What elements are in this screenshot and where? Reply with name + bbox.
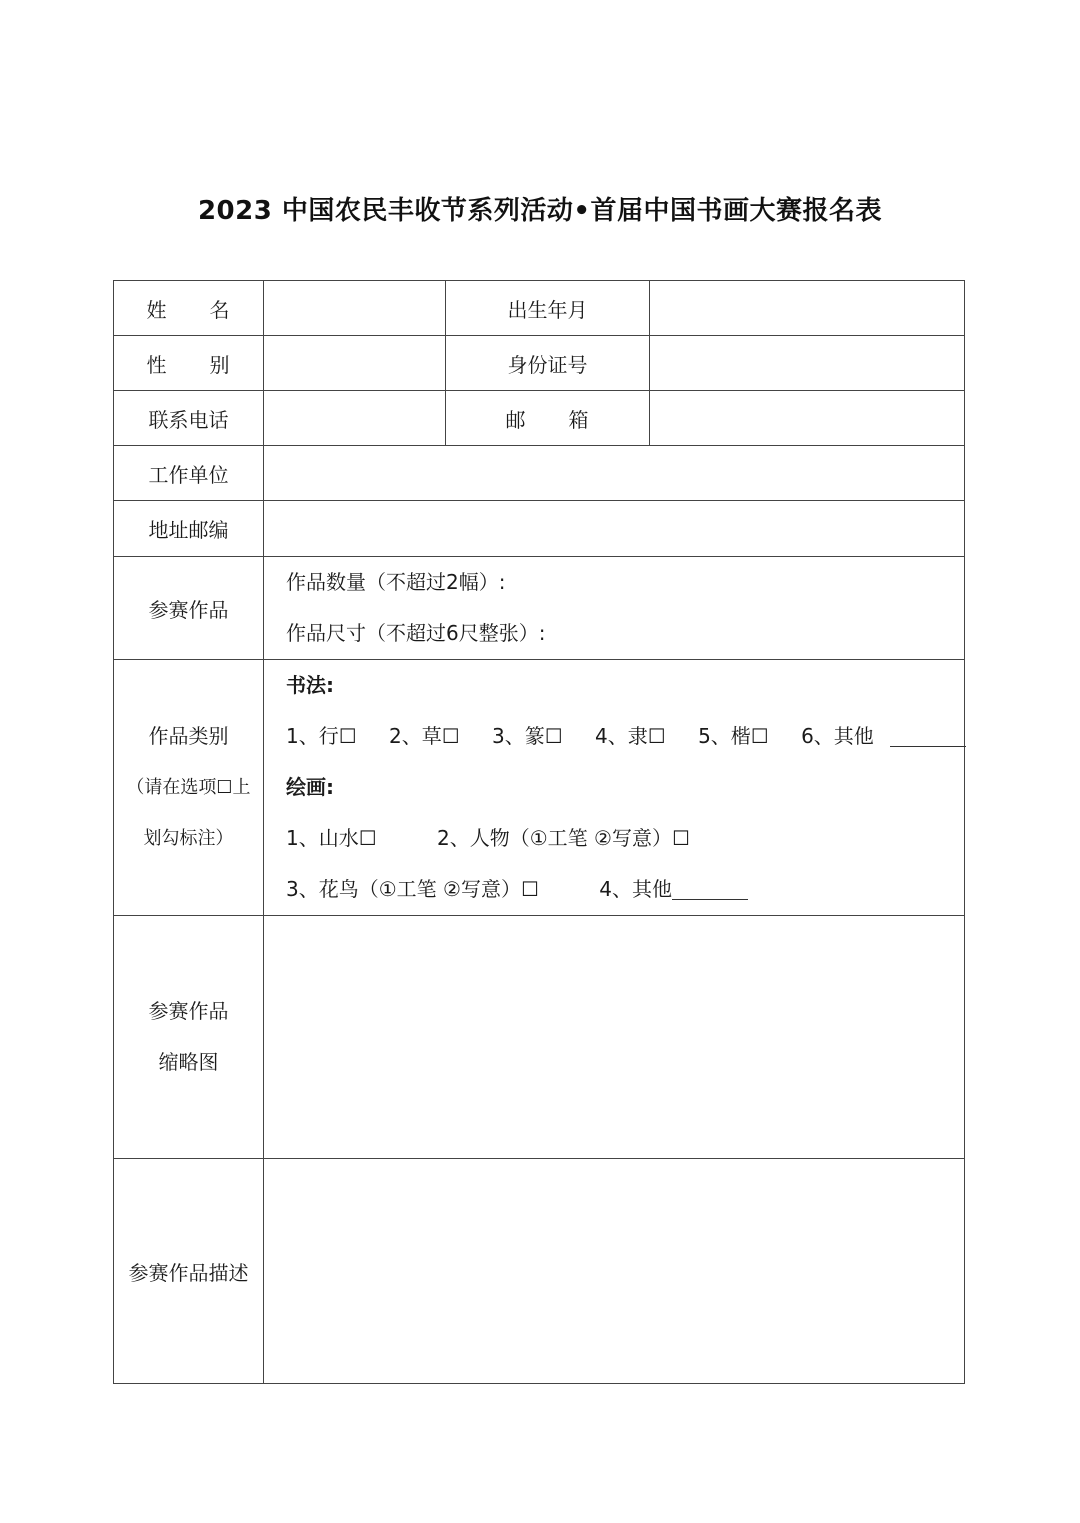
category-label: 作品类别 bbox=[148, 724, 229, 748]
calligraphy-heading: 书法: bbox=[286, 673, 334, 697]
entry-size[interactable]: 作品尺寸（不超过6尺整张）: bbox=[286, 621, 546, 645]
name-field[interactable] bbox=[264, 281, 446, 336]
calligraphy-options bbox=[286, 711, 964, 762]
id-number-label: 身份证号 bbox=[446, 336, 650, 391]
name-label: 姓 名 bbox=[114, 281, 264, 336]
category-note-2: 划勾标注） bbox=[143, 828, 234, 849]
page-title: 2023 中国农民丰收节系列活动•首届中国书画大赛报名表 bbox=[197, 196, 883, 226]
address-label: 地址邮编 bbox=[114, 501, 264, 557]
calligraphy-option-clerical[interactable]: 4、隶☐ bbox=[595, 724, 666, 748]
painting-heading: 绘画: bbox=[286, 775, 334, 799]
calligraphy-option-cursive[interactable]: 2、草☐ bbox=[389, 724, 460, 748]
calligraphy-option-regular[interactable]: 5、楷☐ bbox=[698, 724, 769, 748]
email-field[interactable] bbox=[650, 391, 965, 446]
thumbnail-field[interactable] bbox=[264, 916, 965, 1159]
thumbnail-label-1: 参赛作品 bbox=[148, 999, 229, 1023]
category-label-cell bbox=[114, 660, 264, 916]
description-field[interactable] bbox=[264, 1159, 965, 1384]
entry-details bbox=[264, 557, 965, 660]
painting-options-row-2 bbox=[286, 864, 964, 915]
painting-options-row-1 bbox=[286, 813, 964, 864]
entry-count[interactable]: 作品数量（不超过2幅）: bbox=[286, 570, 506, 594]
calligraphy-option-seal[interactable]: 3、篆☐ bbox=[492, 724, 563, 748]
email-label: 邮 箱 bbox=[446, 391, 650, 446]
painting-option-figure[interactable]: 2、人物（①工笔 ②写意）☐ bbox=[437, 826, 690, 850]
id-number-field[interactable] bbox=[650, 336, 965, 391]
thumbnail-label-2: 缩略图 bbox=[158, 1050, 219, 1074]
category-options bbox=[264, 660, 965, 916]
birth-field[interactable] bbox=[650, 281, 965, 336]
phone-label: 联系电话 bbox=[114, 391, 264, 446]
work-unit-field[interactable] bbox=[264, 446, 965, 501]
description-label: 参赛作品描述 bbox=[114, 1159, 264, 1384]
birth-label: 出生年月 bbox=[446, 281, 650, 336]
painting-option-other[interactable]: 4、其他 bbox=[599, 877, 672, 901]
thumbnail-label-cell bbox=[114, 916, 264, 1159]
gender-field[interactable] bbox=[264, 336, 446, 391]
calligraphy-other-blank[interactable] bbox=[890, 724, 966, 747]
registration-form bbox=[113, 280, 965, 1384]
gender-label: 性 别 bbox=[114, 336, 264, 391]
work-unit-label: 工作单位 bbox=[114, 446, 264, 501]
calligraphy-option-other[interactable]: 6、其他 bbox=[801, 724, 874, 748]
painting-other-blank[interactable] bbox=[672, 877, 748, 900]
category-note-1: （请在选项☐上 bbox=[126, 777, 251, 798]
address-field[interactable] bbox=[264, 501, 965, 557]
phone-field[interactable] bbox=[264, 391, 446, 446]
painting-option-landscape[interactable]: 1、山水☐ bbox=[286, 826, 377, 850]
calligraphy-option-running[interactable]: 1、行☐ bbox=[286, 724, 357, 748]
painting-option-bird-flower[interactable]: 3、花鸟（①工笔 ②写意）☐ bbox=[286, 877, 539, 901]
entry-label: 参赛作品 bbox=[114, 557, 264, 660]
